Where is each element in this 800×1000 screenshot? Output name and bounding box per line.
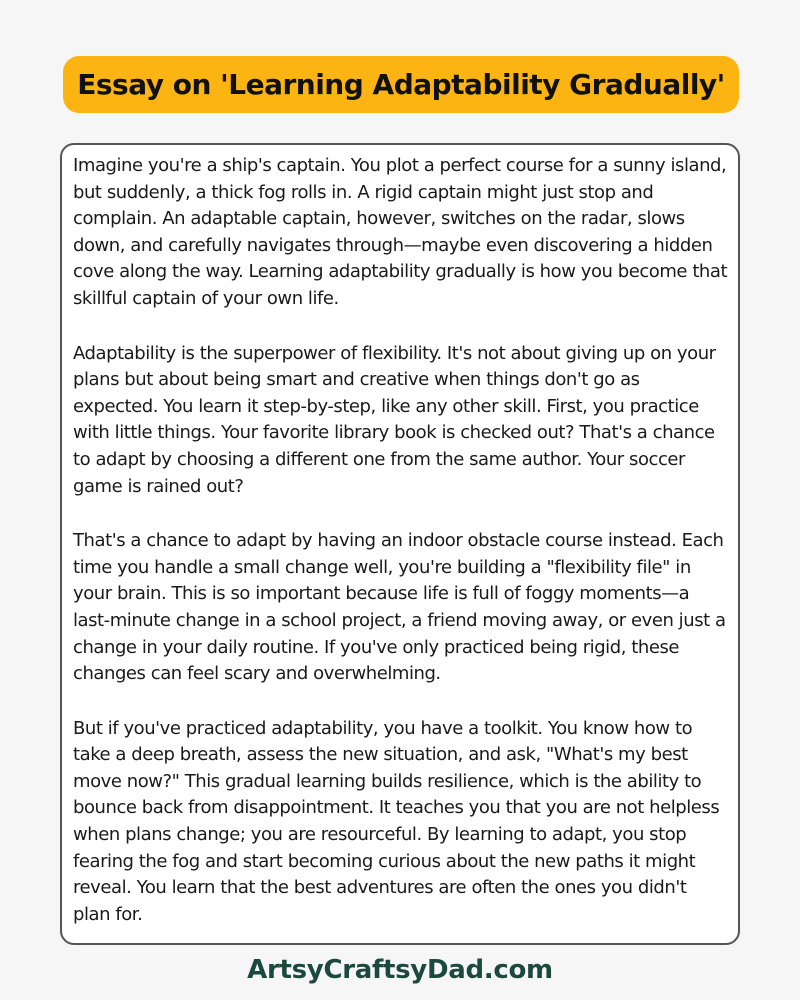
title-banner bbox=[63, 56, 739, 113]
essay-paragraph-2: Adaptability is the superpower of flexibility. It's not about giving up on your plans but about being smart and creative when things don't go as expected. You learn it step-by-step, like any other skill. First, you practice with little things. Your favorite library book is checked out? That's a chance to adapt by choosing a different one from the same author. Your soccer game is rained out? bbox=[73, 342, 716, 497]
essay-box bbox=[60, 143, 740, 945]
footer-site-name: ArtsyCraftsyDad.com bbox=[247, 955, 553, 985]
essay-paragraph-1: Imagine you're a ship's captain. You plot a perfect course for a sunny island, but suddenly, a thick fog rolls in. A rigid captain might just stop and complain. An adaptable captain, however, switches on the radar, slows down, and carefully navigates through—maybe even discovering a hidden cove along the way. Learning adaptability gradually is how you become that skillful captain of your own life. bbox=[73, 155, 728, 309]
essay-paragraph-4: But if you've practiced adaptability, you have a toolkit. You know how to take a deep breath, assess the new situation, and ask, "What's my best move now?" This gradual learning builds resilience, which is the ability to bounce back from disappointment. It teaches you that you are not helpless when plans change; you are resourceful. By learning to adapt, you stop fearing the fog and start becoming curious about the new paths it might reveal. You learn that the best adventures are often the ones you didn't plan for. bbox=[73, 717, 720, 925]
essay-paragraph-3: That's a chance to adapt by having an indoor obstacle course instead. Each time you handle a small change well, you're building a "flexibility file" in your brain. This is so important because life is full of foggy moments—a last-minute change in a school project, a friend moving away, or even just a change in your daily routine. If you've only practiced being rigid, these changes can feel scary and overwhelming. bbox=[73, 530, 726, 685]
page-title: Essay on 'Learning Adaptability Gradually' bbox=[77, 68, 725, 101]
